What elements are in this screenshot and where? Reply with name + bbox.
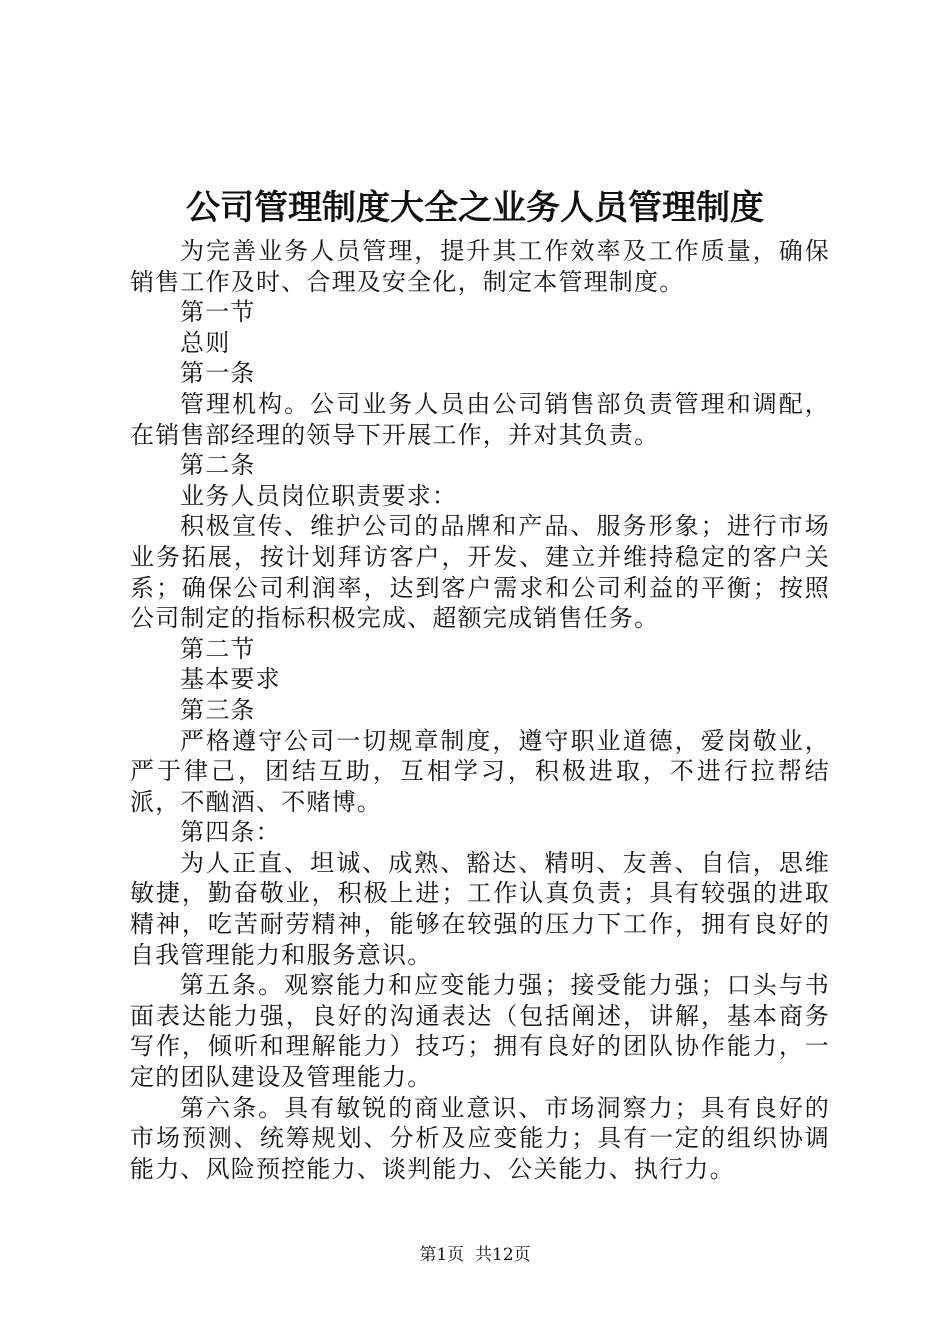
- section-heading-1: 第一节: [180, 298, 256, 327]
- article-lead-2: 业务人员岗位职责要求：: [180, 481, 458, 510]
- article-heading-1: 第一条: [180, 359, 256, 388]
- article-6: 第六条。具有敏锐的商业意识、市场洞察力；具有良好的市场预测、统筹规划、分析及应变能力；具有一定的组织协调能力、风险预控能力、谈判能力、公关能力、执行力。: [130, 1093, 830, 1183]
- document-body: [130, 236, 830, 1184]
- article-body-2: 积极宣传、维护公司的品牌和产品、服务形象；进行市场业务拓展，按计划拜访客户，开发、建立并维持稳定的客户关系；确保公司利润率，达到客户需求和公司利益的平衡；按照公司制定的指标积极完成、超额完成销售任务。: [130, 512, 830, 633]
- page-footer: [0, 1244, 950, 1266]
- section-heading-2: 第二节: [180, 634, 256, 663]
- paragraph-intro: 为完善业务人员管理，提升其工作效率及工作质量，确保销售工作及时、合理及安全化，制定本管理制度。: [130, 237, 830, 296]
- article-body-4: 为人正直、坦诚、成熟、豁达、精明、友善、自信，思维敏捷，勤奋敬业，积极上进；工作认真负责；具有较强的进取精神，吃苦耐劳精神，能够在较强的压力下工作，拥有良好的自我管理能力和服务意识。: [130, 848, 830, 969]
- article-heading-2: 第二条: [180, 451, 256, 480]
- article-heading-4: 第四条：: [180, 818, 281, 847]
- section-title-2: 基本要求: [180, 665, 281, 694]
- document-title: 公司管理制度大全之业务人员管理制度: [186, 188, 764, 228]
- article-body-1: 管理机构。公司业务人员由公司销售部负责管理和调配，在销售部经理的领导下开展工作，并对其负责。: [130, 389, 830, 449]
- article-body-3: 严格遵守公司一切规章制度，遵守职业道德，爱岗敬业，严于律己，团结互助，互相学习，积极进取，不进行拉帮结派，不酗酒、不赌博。: [130, 726, 830, 816]
- article-5: 第五条。观察能力和应变能力强；接受能力强；口头与书面表达能力强，良好的沟通表达（包括阐述，讲解，基本商务写作，倾听和理解能力）技巧；拥有良好的团队协作能力，一定的团队建设及管理能力。: [130, 971, 830, 1092]
- page-number: 第1页: [419, 1245, 465, 1265]
- page-total: 共12页: [475, 1245, 531, 1265]
- section-title-1: 总则: [180, 328, 231, 357]
- article-heading-3: 第三条: [180, 695, 256, 724]
